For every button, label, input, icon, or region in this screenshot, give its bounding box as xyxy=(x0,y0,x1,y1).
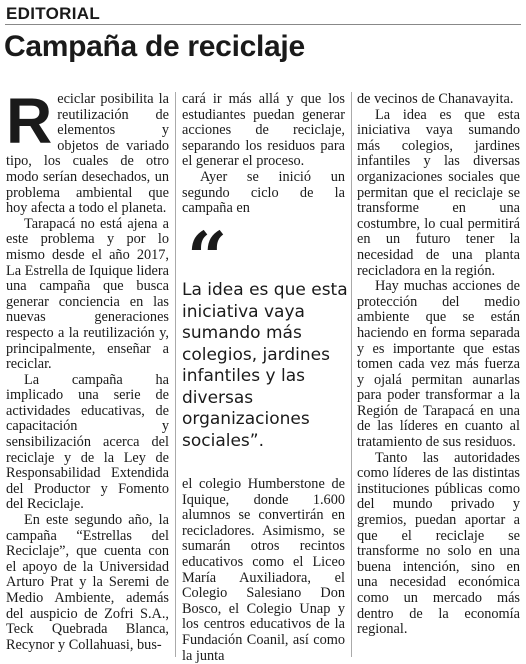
pull-quote: La idea es que esta iniciativa vaya sumando más colegios, jardines infantiles y las diversas organizaciones sociales”. xyxy=(182,280,348,451)
paragraph xyxy=(6,85,169,217)
quote-mark-icon: “ xyxy=(187,216,222,299)
paragraph: La idea es que esta iniciativa vaya sumando más colegios, jardines infantiles y las diversas organizaciones sociales que permitan que el reciclaje se transforme en una costumbre, lo cual permitirá en un futuro tener la necesidad de una planta recicladora en la región. xyxy=(357,106,520,279)
paragraph: Ayer se inició un segundo ciclo de la campaña en xyxy=(182,168,345,217)
paragraph: En este segundo año, la campaña “Estrellas del Reciclaje”, que cuenta con el apoyo de la Universidad Arturo Prat y la Seremi de Medio Ambiente, además del auspicio de Zofri S.A., Teck Quebrada Blanca, Recynor y Collahuasi, bus- xyxy=(6,512,169,653)
column-2-top xyxy=(182,92,345,217)
headline: Campaña de reciclaje xyxy=(4,30,305,63)
paragraph: La campaña ha implicado una serie de actividades educativas, de capacitación y sensibilización acerca del reciclaje y de la Ley de Responsabilidad Extendida del Productor y Fomento del Reciclaje. xyxy=(6,371,169,513)
paragraph-text: eciclar posibilita la reutilización de elementos y objetos de variado tipo, los cuales de otro modo serían desechados, un problema ambiental que hoy afecta a todo el planeta. xyxy=(6,91,169,217)
column-divider xyxy=(175,92,176,657)
column-1 xyxy=(6,85,169,653)
column-divider xyxy=(351,92,352,657)
paragraph: Tarapacá no está ajena a este problema y por lo mismo desde el año 2017, La Estrella de Iquique lidera una campaña que busca generar conciencia en las nuevas generaciones respecto a la reutilización y, principalmente, enseñar a reciclar. xyxy=(6,215,169,373)
drop-cap: R xyxy=(6,85,53,157)
section-label: EDITORIAL xyxy=(6,4,101,23)
column-3 xyxy=(357,92,520,638)
section-divider xyxy=(5,24,521,25)
paragraph: cará ir más allá y que los estudiantes puedan generar acciones de reciclaje, separando los residuos para el generar el proceso. xyxy=(182,91,345,170)
paragraph: Tanto las autoridades como líderes de las distintas instituciones públicas como del mundo privado y gremios, puedan aportar a que el reciclaje se transforme no solo en una buena intención, sino en una necesidad económica como un mercado más dentro de la economía regional. xyxy=(357,449,520,638)
paragraph: el colegio Humberstone de Iquique, donde 1.600 alumnos se convertirán en recicladores. Asimismo, se sumarán otros recintos educativos como el Liceo María Auxiliadora, el Colegio Salesiano Don Bosco, el Colegio Unap y los centros educativos de la Fundación Coanil, así como la junta xyxy=(182,476,345,664)
column-2-bottom xyxy=(182,477,345,664)
paragraph: de vecinos de Chanavayita. xyxy=(357,91,514,107)
paragraph: Hay muchas acciones de protección del medio ambiente que se están haciendo en forma separada y es importante que estas tomen cada vez más fuerza y ojalá permitan aunarlas para poder transformar a la Región de Tarapacá en una de las líderes en cuanto al tratamiento de sus residuos. xyxy=(357,278,520,451)
